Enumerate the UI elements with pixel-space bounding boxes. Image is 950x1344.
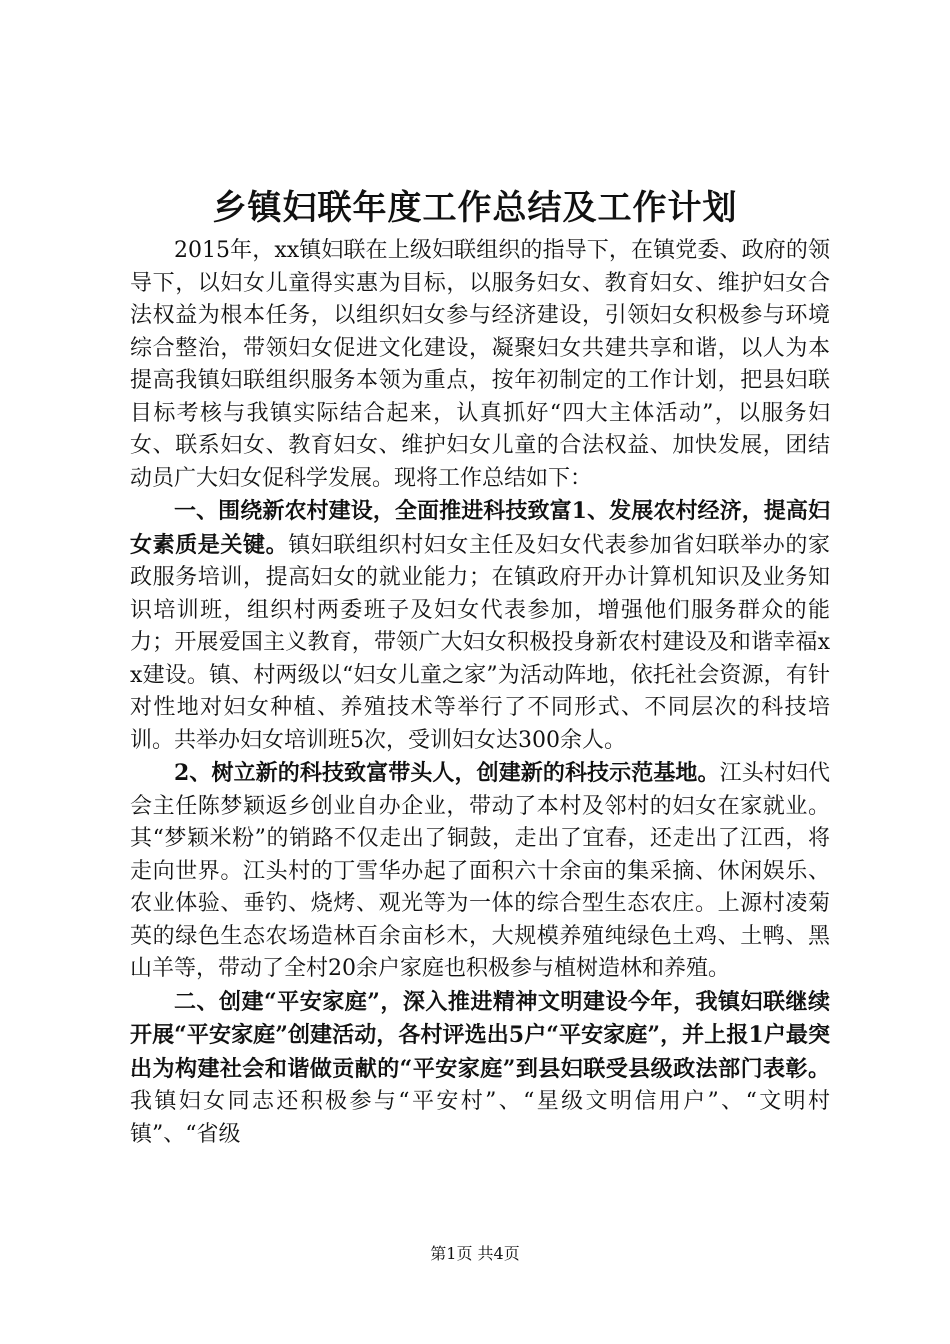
paragraph-text: 我镇妇女同志还积极参与“平安村”、“星级文明信用户”、“文明村镇”、“省级 [130,1089,830,1147]
paragraph-heading: 一、围绕新农村建设，全面推进科技致富1、发展农村经济，提高妇女素质是关键。 [130,498,830,558]
section-1-2-paragraph [130,757,830,986]
section-2-paragraph [130,986,830,1152]
paragraph-text: 镇妇联组织村妇女主任及妇女代表参加省妇联举办的家政服务培训，提高妇女的就业能力；在镇政府开办计算机知识及业务知识培训班，组织村两委班子及妇女代表参加，增强他们服务群众的能力；开展爱国主义教育，带领广大妇女积极投身新农村建设及和谐幸福xx建设。镇、村两级以“妇女儿童之家”为活动阵地，依托社会资源，有针对性地对妇女种植、养殖技术等举行了不同形式、不同层次的科技培训。共举办妇女培训班5次，受训妇女达300余人。 [130,532,830,753]
section-1-paragraph [130,495,830,757]
document-body [130,234,830,1151]
page-footer: 第1页 共4页 [430,1244,520,1263]
intro-paragraph [130,234,830,495]
paragraph-heading: 2、树立新的科技致富带头人，创建新的科技示范基地。 [174,760,720,786]
paragraph-text: 2015年，xx镇妇联在上级妇联组织的指导下，在镇党委、政府的领导下，以妇女儿童得实惠为目标，以服务妇女、教育妇女、维护妇女合法权益为根本任务，以组织妇女参与经济建设，引领妇女积极参与环境综合整治，带领妇女促进文化建设，凝聚妇女共建共享和谐，以人为本提高我镇妇联组织服务本领为重点，按年初制定的工作计划，把县妇联目标考核与我镇实际结合起来，认真抓好“四大主体活动”，以服务妇女、联系妇女、教育妇女、维护妇女儿童的合法权益、加快发展，团结动员广大妇女促科学发展。现将工作总结如下： [130,238,830,491]
paragraph-heading: 二、创建“平安家庭”，深入推进精神文明建设今年，我镇妇联继续开展“平安家庭”创建活动，各村评选出5户“平安家庭”，并上报1户最突出为构建社会和谐做贡献的“平安家庭”到县妇联受县级政法部门表彰。 [130,988,830,1082]
paragraph-text: 江头村妇代会主任陈梦颖返乡创业自办企业，带动了本村及邻村的妇女在家就业。其“梦颖米粉”的销路不仅走出了铜鼓，走出了宜春，还走出了江西，将走向世界。江头村的丁雪华办起了面积六十余亩的集采摘、休闲娱乐、农业体验、垂钓、烧烤、观光等为一体的综合型生态农庄。上源村凌菊英的绿色生态农场造林百余亩杉木，大规模养殖纯绿色土鸡、土鸭、黑山羊等，带动了全村20余户家庭也积极参与植树造林和养殖。 [130,761,830,981]
document-title: 乡镇妇联年度工作总结及工作计划 [212,188,738,228]
